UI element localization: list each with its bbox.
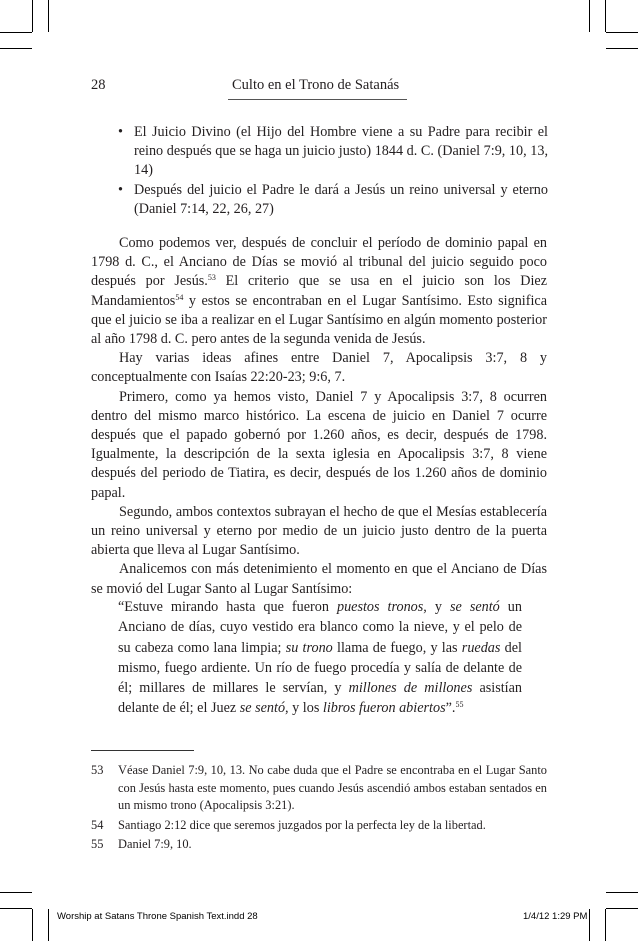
footnote-number: 55 <box>91 837 104 851</box>
crop-mark <box>589 0 590 32</box>
crop-mark <box>0 32 32 33</box>
footnote <box>91 817 547 835</box>
bullet-text: El Juicio Divino (el Hijo del Hombre viene a su Padre para recibir el reino después que se haga un juicio justo) 1844 d. C. (Daniel 7:9, 10, 13, 14) <box>134 124 548 179</box>
paragraph: Analicemos con más detenimiento el momento en que el Anciano de Días se movió del Lugar Santo al Lugar Santísimo: <box>91 561 547 597</box>
paragraph: Primero, como ya hemos visto, Daniel 7 y Apocalipsis 3:7, 8 ocurren dentro del mismo marco histórico. La escena de juicio en Daniel 7 ocurre después que el papado gobernó por 1.260 años, es decir, después de 1798. Igualmente, la descripción de la sexta iglesia en Apocalipsis 3:7, 8 viene después del periodo de Tiatira, es decir, después de los 1.260 años de dominio papal. <box>91 388 547 501</box>
crop-mark <box>48 0 49 32</box>
crop-mark <box>0 908 32 909</box>
footnote-text: Daniel 7:9, 10. <box>118 837 192 851</box>
crop-mark <box>605 0 606 32</box>
footnote-number: 54 <box>91 818 104 832</box>
bullet-item <box>118 123 548 181</box>
page-number: 28 <box>91 77 106 93</box>
crop-mark <box>0 892 32 893</box>
crop-mark <box>32 0 33 32</box>
footnote-ref: 53 <box>207 273 216 283</box>
crop-mark <box>605 909 606 941</box>
running-title: Culto en el Trono de Satanás <box>232 77 400 93</box>
body-text <box>91 234 547 599</box>
footnote <box>91 762 547 815</box>
footnote-text: Véase Daniel 7:9, 10, 13. No cabe duda que el Padre se encontraba en el Lugar Santo con Jesús hasta este momento, pues cuando Jesús ascendió ambos estaban sentados en un mismo trono (Apocalipsis 3:21). <box>118 763 547 812</box>
footnote-text: Santiago 2:12 dice que seremos juzgados por la perfecta ley de la libertad. <box>118 818 486 832</box>
crop-mark <box>606 48 638 49</box>
crop-mark <box>606 892 638 893</box>
bullet-symbol: • <box>118 124 123 140</box>
footnote-number: 53 <box>91 763 104 777</box>
footnote <box>91 836 547 854</box>
crop-mark <box>0 48 32 49</box>
footnote-ref: 54 <box>175 292 184 302</box>
crop-mark <box>32 909 33 941</box>
paragraph: Segundo, ambos contextos subrayan el hecho de que el Mesías establecería un reino universal y eterno por medio de un juicio justo dentro de la puerta abierta que lleva al Lugar Santísimo. <box>91 503 547 559</box>
crop-mark <box>606 908 638 909</box>
slug-date: 1/4/12 1:29 PM <box>523 911 588 922</box>
crop-mark <box>606 32 638 33</box>
crop-mark <box>589 909 590 941</box>
bullet-text: Después del juicio el Padre le dará a Jesús un reino universal y eterno (Daniel 7:14, 22, 26, 27) <box>134 182 548 218</box>
paragraph: Como podemos ver, después de concluir el período de dominio papal en 1798 d. C., el Anciano de Días se movió al tribunal del juicio seguido poco después por Jesús.$^{53}$ El criterio que se usa en el juicio son los Diez Mandamientos$^{54}$ y estos se encontraban en el Lugar Santísimo. Esto significa que el juicio se iba a realizar en el Lugar Santísimo en algún momento posterior al año 1798 d. C. pero antes de la segunda venida de Jesús. <box>91 235 547 348</box>
footnote-rule <box>91 750 194 751</box>
footnote-ref: 55 <box>455 700 464 710</box>
slug-file: Worship at Satans Throne Spanish Text.indd 28 <box>57 911 258 922</box>
header-rule <box>228 99 407 100</box>
bullet-item <box>118 181 548 219</box>
crop-mark <box>48 909 49 941</box>
block-quote: “Estuve mirando hasta que fueron puestos tronos, y se sentó un Anciano de días, cuyo vestido era blanco como la nieve, y el pelo de su cabeza como lana limpia; su trono llama de fuego, y las ruedas del mismo, fuego ardiente. Un río de fuego procedía y salía de delante de él; millares de millares le servían, y millones de millones asistían delante de él; el Juez se sentó, y los libros fueron abiertos”.$^{55}$ <box>118 599 523 717</box>
paragraph: Hay varias ideas afines entre Daniel 7, Apocalipsis 3:7, 8 y conceptualmente con Isaías 22:20-23; 9:6, 7. <box>91 350 547 386</box>
bullet-symbol: • <box>118 182 123 198</box>
